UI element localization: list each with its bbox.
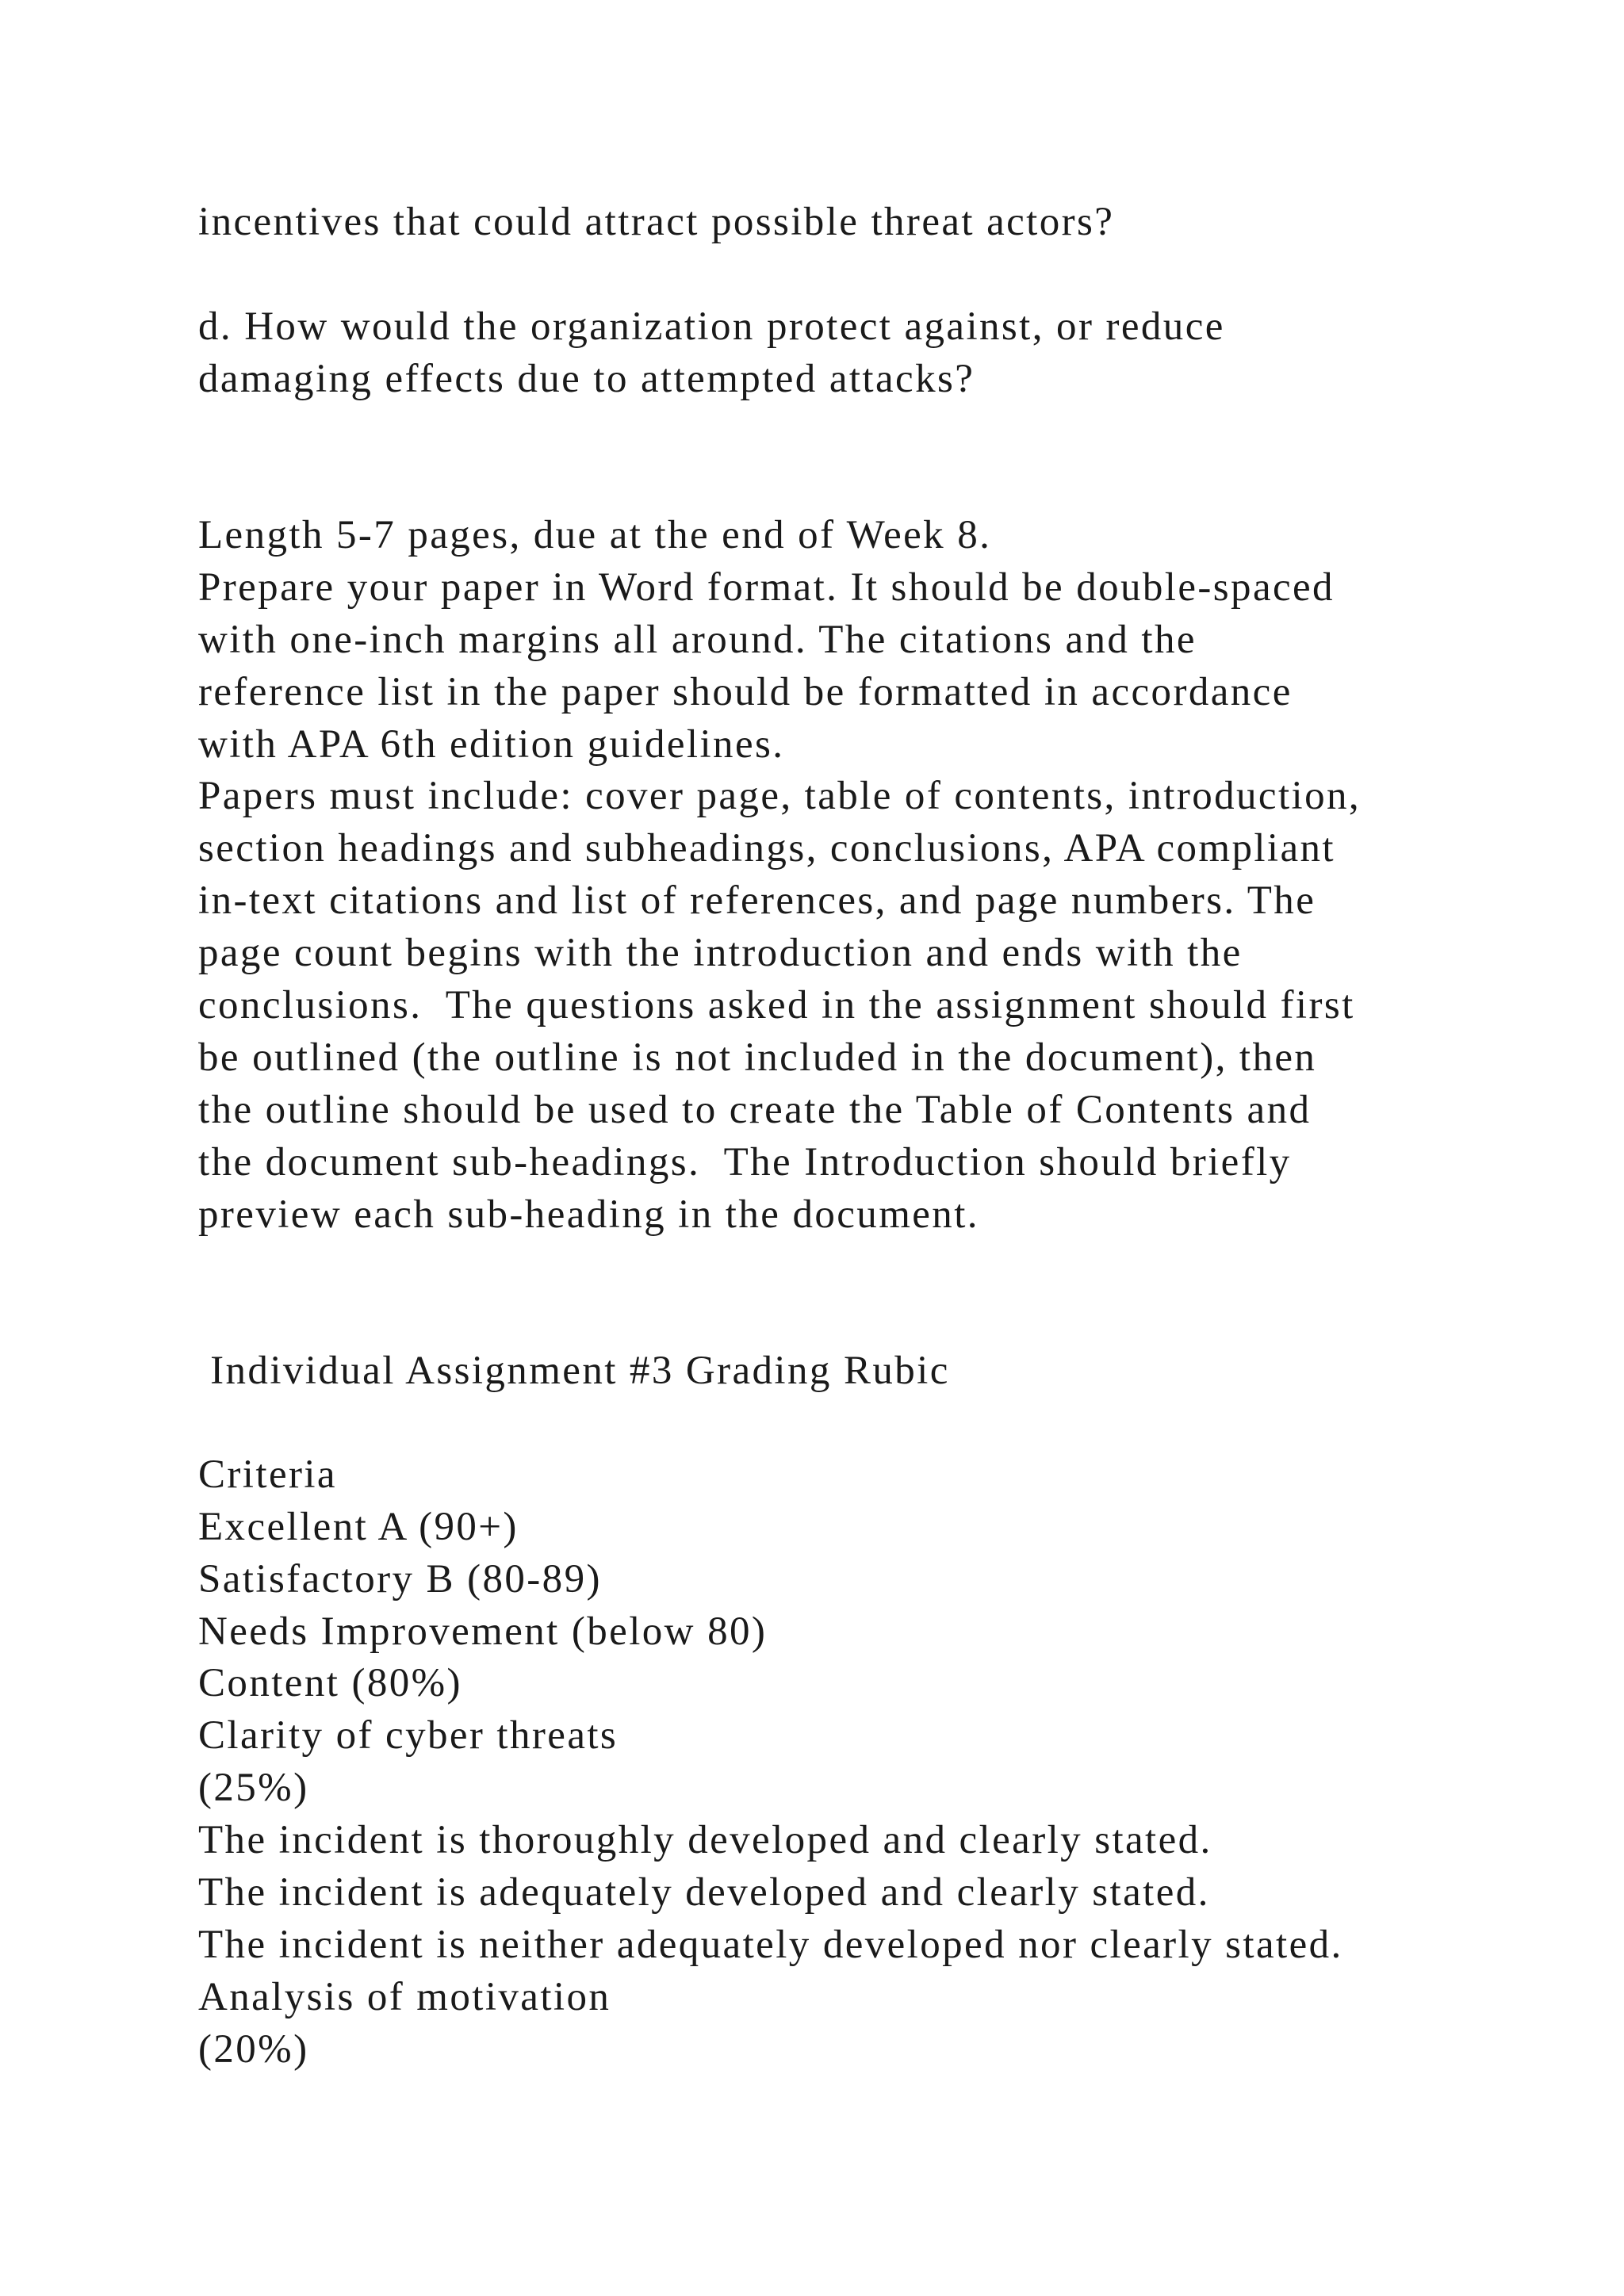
text-line-include-5: conclusions. The questions asked in the assignment should first [198,983,1355,1027]
rubric-heading: Individual Assignment #3 Grading Rubic [198,1349,950,1393]
text-line-include-8: the document sub-headings. The Introduction should briefly [198,1140,1292,1184]
rubric-motivation-weight: (20%) [198,2027,309,2072]
text-line-include-2: section headings and subheadings, conclusions, APA compliant [198,826,1335,871]
text-line-format-2: with one-inch margins all around. The citations and the [198,618,1197,662]
text-line-include-7: the outline should be used to create the Table of Contents and [198,1088,1312,1132]
text-line-include-3: in-text citations and list of references, and page numbers. The [198,878,1316,923]
rubric-criteria: Criteria [198,1452,337,1497]
text-line-include-6: be outlined (the outline is not included in the document), then [198,1035,1317,1080]
rubric-clarity-needs-improvement: The incident is neither adequately developed nor clearly stated. [198,1923,1343,1967]
rubric-motivation: Analysis of motivation [198,1975,611,2019]
text-line-format-3: reference list in the paper should be formatted in accordance [198,670,1293,714]
text-line-include-1: Papers must include: cover page, table of contents, introduction, [198,774,1362,818]
rubric-excellent: Excellent A (90+) [198,1505,519,1549]
text-line-format-4: with APA 6th edition guidelines. [198,722,785,767]
text-line-include-4: page count begins with the introduction and ends with the [198,931,1243,975]
text-line-question-d: d. How would the organization protect against, or reduce [198,304,1225,349]
text-line-question-c-end: incentives that could attract possible threat actors? [198,200,1115,244]
rubric-clarity-excellent: The incident is thoroughly developed and clearly stated. [198,1818,1212,1862]
rubric-clarity-satisfactory: The incident is adequately developed and clearly stated. [198,1870,1210,1915]
rubric-content: Content (80%) [198,1661,462,1705]
text-line-format-1: Prepare your paper in Word format. It should be double-spaced [198,565,1335,610]
text-line-include-9: preview each sub-heading in the document. [198,1192,979,1237]
rubric-satisfactory: Satisfactory B (80-89) [198,1557,602,1601]
rubric-needs-improvement: Needs Improvement (below 80) [198,1609,768,1654]
rubric-clarity: Clarity of cyber threats [198,1713,619,1758]
text-line-length: Length 5-7 pages, due at the end of Week 8. [198,513,992,557]
rubric-clarity-weight: (25%) [198,1766,309,1810]
text-line-question-d-cont: damaging effects due to attempted attacks? [198,357,975,401]
